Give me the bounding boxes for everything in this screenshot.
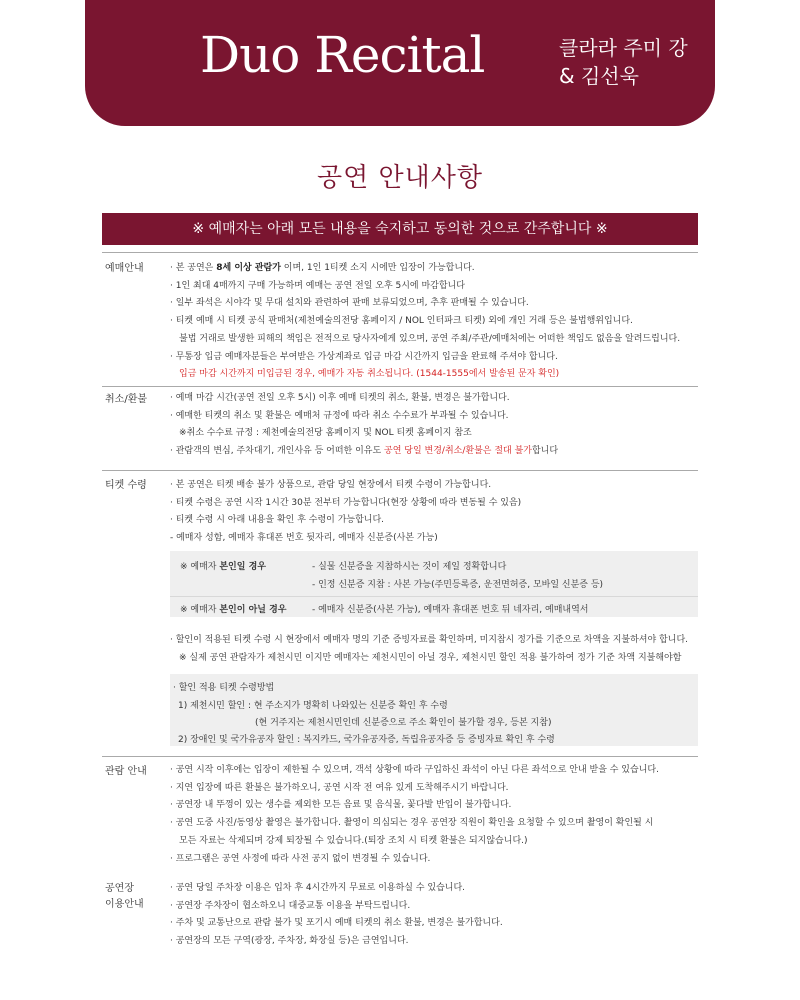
section-body-viewing xyxy=(170,762,700,868)
self-case-label: ※ 예매자 본인일 경우 xyxy=(180,562,266,572)
cancel-line: · 예매한 티켓의 취소 및 환불은 예매처 규정에 따라 취소 수수료가 부과될 수 있습니다. xyxy=(170,410,509,421)
other-case-detail: - 예매자 신분증(사본 가능), 예매자 휴대폰 번호 뒤 네자리, 예매내역서 xyxy=(312,605,589,615)
discount-box-line: 1) 제천시민 할인 : 현 주소지가 명확히 나와있는 신분증 확인 후 수령 xyxy=(178,701,448,711)
discount-pickup-box xyxy=(170,674,698,746)
section-body-pickup xyxy=(170,477,700,548)
cancel-line: · 예매 마감 시간(공연 전일 오후 5시) 이후 예매 티켓의 취소, 환불, 변경은 불가합니다. xyxy=(170,393,510,403)
viewing-line: · 프로그램은 공연 사정에 따라 사전 공지 없이 변경될 수 있습니다. xyxy=(170,853,431,864)
id-requirements-box xyxy=(170,551,698,617)
discount-box-line: (현 거주지는 제천시민인데 신분증으로 주소 확인이 불가할 경우, 등본 지참) xyxy=(255,718,552,728)
pickup-line: · 티켓 수령은 공연 시작 1시간 30분 전부터 가능합니다(현장 상황에 따라 변동될 수 있음) xyxy=(170,497,522,508)
agreement-notice-bar: ※ 예매자는 아래 모든 내용을 숙지하고 동의한 것으로 간주합니다 ※ xyxy=(102,213,698,245)
section-cancel xyxy=(102,386,698,468)
section-label-viewing: 관람 안내 xyxy=(105,766,147,777)
section-venue xyxy=(102,870,698,960)
section-body-booking xyxy=(170,260,700,384)
page-title: 공연 안내사항 xyxy=(317,163,483,193)
id-box-divider xyxy=(170,596,698,597)
venue-line: · 공연장의 모든 구역(광장, 주차장, 화장실 등)은 금연입니다. xyxy=(170,936,409,947)
viewing-line: · 지연 입장에 따른 환불은 불가하오니, 공연 시작 전 여유 있게 도착해주시기 바랍니다. xyxy=(170,782,509,793)
discount-line: · 할인이 적용된 티켓 수령 시 현장에서 예매자 명의 기준 증빙자료를 확인하며, 미지참시 정가를 기준으로 차액을 지불하셔야 합니다. xyxy=(170,635,689,645)
section-pickup xyxy=(102,470,698,756)
venue-line: · 주차 및 교통난으로 관람 불가 및 포기시 예매 티켓의 취소 환불, 변경은 불가합니다. xyxy=(170,918,503,929)
venue-line: · 공연 당일 주차장 이용은 입차 후 4시간까지 무료로 이용하실 수 있습니다. xyxy=(170,883,466,893)
section-label-booking: 예매안내 xyxy=(105,263,144,274)
discount-notes xyxy=(170,632,700,667)
pickup-line: · 티켓 수령 시 아래 내용을 확인 후 수령이 가능합니다. xyxy=(170,515,385,526)
section-label-pickup: 티켓 수령 xyxy=(105,480,147,491)
age-restriction: 8세 이상 관람가 xyxy=(216,263,281,273)
viewing-line: · 공연장 내 뚜껑이 있는 생수를 제외한 모든 음료 및 음식물, 꽃다발 반입이 불가합니다. xyxy=(170,800,512,811)
section-label-cancel: 취소/환불 xyxy=(105,394,148,405)
header-banner xyxy=(85,0,715,126)
booking-line: · 무통장 입금 예매자분들은 부여받은 가상계좌로 입금 마감 시간까지 입금을 완료해 주셔야 합니다. xyxy=(170,351,558,362)
section-label-venue: 공연장 이용안내 xyxy=(105,883,144,910)
cancel-fee-note: ※취소 수수료 규정 : 제천예술의전당 홈페이지 및 NOL 티켓 홈페이지 참조 xyxy=(179,428,472,439)
venue-line: · 공연장 주차장이 협소하오니 대중교통 이용을 부탁드립니다. xyxy=(170,900,411,911)
pickup-line: · 본 공연은 티켓 배송 불가 상품으로, 관람 당일 현장에서 티켓 수령이 가능합니다. xyxy=(170,480,492,490)
booking-warning: 입금 마감 시간까지 미입금된 경우, 예매가 자동 취소됩니다. (1544-1555에서 발송된 문자 확인) xyxy=(179,369,560,380)
discount-note: ※ 실제 공연 관람자가 제천시민 이지만 예매자는 제천시민이 아닐 경우, 제천시민 할인 적용 불가하여 정가 기준 차액 지불해야함 xyxy=(179,652,682,663)
performers xyxy=(559,34,688,90)
section-viewing xyxy=(102,756,698,869)
pickup-line: - 예매자 성함, 예매자 휴대폰 번호 뒷자리, 예매자 신분증(사본 가능) xyxy=(170,533,438,544)
performer-line-2: & 김선욱 xyxy=(559,64,639,88)
booking-line: · 티켓 예매 시 티켓 공식 판매처(제천예술의전당 홈페이지 / NOL 인터파크 티켓) 외에 개인 거래 등은 불법행위입니다. xyxy=(170,316,633,327)
booking-age-line: · 본 공연은 8세 이상 관람가 이며, 1인 1티켓 소지 시에만 입장이 가능합니다. xyxy=(170,263,475,273)
section-booking xyxy=(102,252,698,385)
self-case-detail-2: - 인정 신분증 지참 : 사본 가능(주민등록증, 운전면허증, 모바일 신분증 등) xyxy=(312,580,604,590)
viewing-line: · 공연 도중 사진/동영상 촬영은 불가합니다. 촬영이 의심되는 경우 공연장 직원이 확인을 요청할 수 있으며 촬영이 확인될 시 xyxy=(170,818,654,829)
booking-line: 불법 거래로 발생한 피해의 책임은 전적으로 당사자에게 있으며, 공연 주최/주관/예매처에는 어떠한 책임도 없음을 알려드립니다. xyxy=(179,333,681,344)
discount-box-line: 2) 장애인 및 국가유공자 할인 : 복지카드, 국가유공자증, 독립유공자증 등 증빙자료 확인 후 수령 xyxy=(178,735,555,745)
self-case-detail-1: - 실물 신분증을 지참하시는 것이 제일 정확합니다 xyxy=(312,562,507,572)
discount-box-title: · 할인 적용 티켓 수령방법 xyxy=(173,683,275,693)
concert-title: Duo Recital xyxy=(200,26,485,84)
viewing-line: 모든 자료는 삭제되며 강제 퇴장될 수 있습니다.(퇴장 조치 시 티켓 환불은 되지않습니다.) xyxy=(179,835,528,846)
section-body-cancel xyxy=(170,390,700,461)
no-refund-warning: 공연 당일 변경/취소/환불은 절대 불가 xyxy=(384,446,532,457)
viewing-line: · 공연 시작 이후에는 입장이 제한될 수 있으며, 객석 상황에 따라 구입하신 좌석이 아닌 다른 좌석으로 안내 받을 수 있습니다. xyxy=(170,765,659,775)
other-case-label: ※ 예매자 본인이 아닐 경우 xyxy=(180,605,287,615)
booking-line: · 일부 좌석은 시야각 및 무대 설치와 관련하여 판매 보류되었으며, 추후 판매될 수 있습니다. xyxy=(170,298,529,309)
cancel-no-refund-line: · 관람객의 변심, 주차대기, 개인사유 등 어떠한 이유도 공연 당일 변경/취소/환불은 절대 불가합니다 xyxy=(170,446,559,457)
performer-line-1: 클라라 주미 강 xyxy=(559,36,688,60)
booking-line: · 1인 최대 4매까지 구매 가능하며 예매는 공연 전일 오후 5시에 마감합니다 xyxy=(170,280,465,291)
section-body-venue xyxy=(170,880,700,951)
